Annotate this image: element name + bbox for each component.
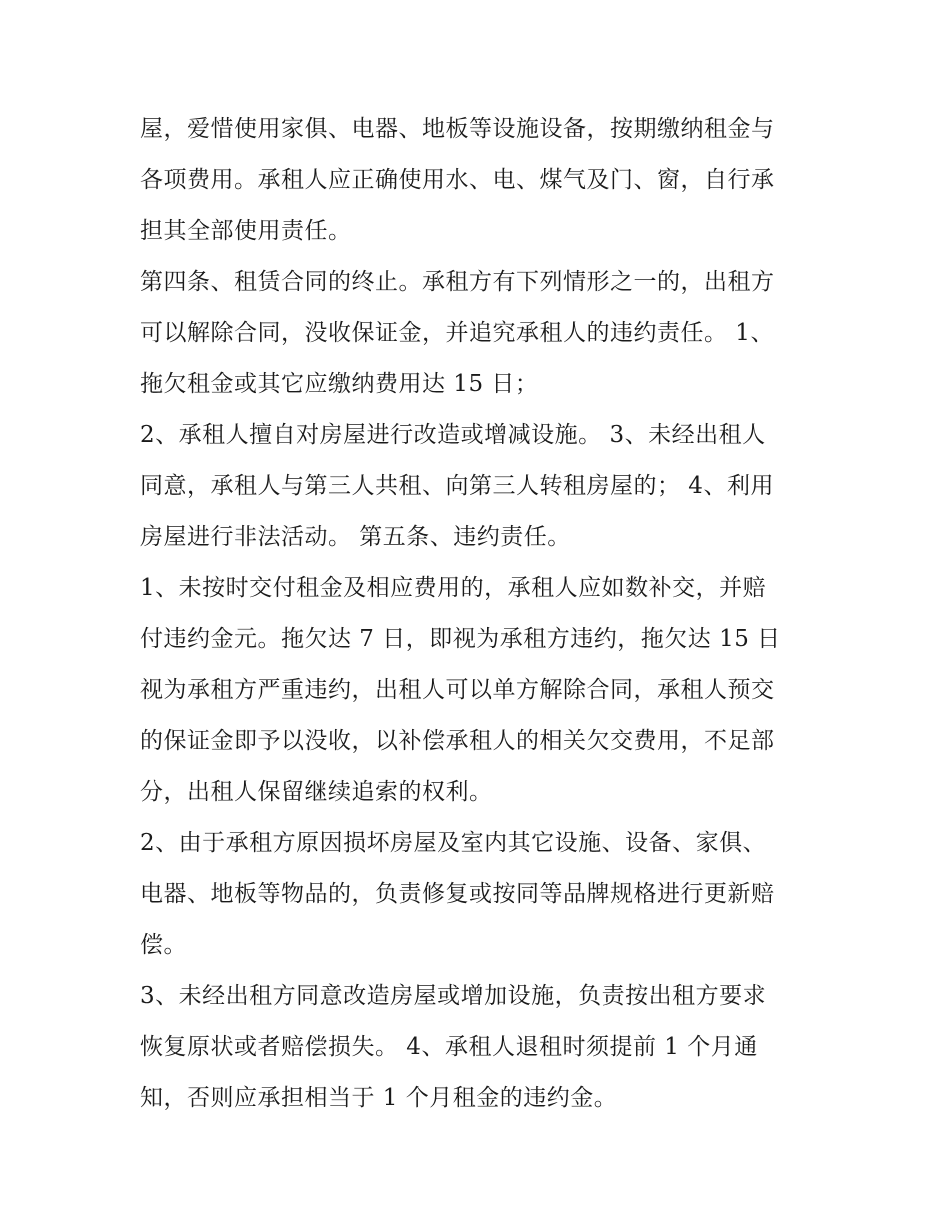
text-line: 付违约金元。拖欠达 7 日，即视为承租方违约，拖欠达 15 日 <box>140 626 781 652</box>
text-line: 各项费用。承租人应正确使用水、电、煤气及门、窗，自行承 <box>140 167 775 193</box>
text-line: 2、承租人擅自对房屋进行改造或增减设施。 3、未经出租人 <box>140 422 766 448</box>
text-line: 偿。 <box>140 932 187 958</box>
text-line: 3、未经出租方同意改造房屋或增加设施，负责按出租方要求 <box>140 983 767 1009</box>
text-line: 第四条、租赁合同的终止。承租方有下列情形之一的，出租方 <box>140 269 775 295</box>
text-line: 视为承租方严重违约，出租人可以单方解除合同，承租人预交 <box>140 677 775 703</box>
document-body <box>140 104 820 1124</box>
text-line: 知，否则应承担相当于 1 个月租金的违约金。 <box>140 1085 618 1111</box>
text-line: 电器、地板等物品的，负责修复或按同等品牌规格进行更新赔 <box>140 881 775 907</box>
text-line: 的保证金即予以没收，以补偿承租人的相关欠交费用，不足部 <box>140 728 775 754</box>
text-line: 屋，爱惜使用家俱、电器、地板等设施设备，按期缴纳租金与 <box>140 116 775 142</box>
text-line: 房屋进行非法活动。 第五条、违约责任。 <box>140 524 571 550</box>
text-line: 拖欠租金或其它应缴纳费用达 15 日； <box>140 371 539 397</box>
text-line: 同意，承租人与第三人共租、向第三人转租房屋的； 4、利用 <box>140 473 774 499</box>
text-line: 可以解除合同，没收保证金，并追究承租人的违约责任。 1、 <box>140 320 774 346</box>
text-line: 恢复原状或者赔偿损失。 4、承租人退租时须提前 1 个月通 <box>140 1034 758 1060</box>
text-line: 1、未按时交付租金及相应费用的，承租人应如数补交，并赔 <box>140 575 767 601</box>
text-line: 2、由于承租方原因损坏房屋及室内其它设施、设备、家俱、 <box>140 830 767 856</box>
text-line: 担其全部使用责任。 <box>140 218 352 244</box>
text-line: 分，出租人保留继续追索的权利。 <box>140 779 493 805</box>
